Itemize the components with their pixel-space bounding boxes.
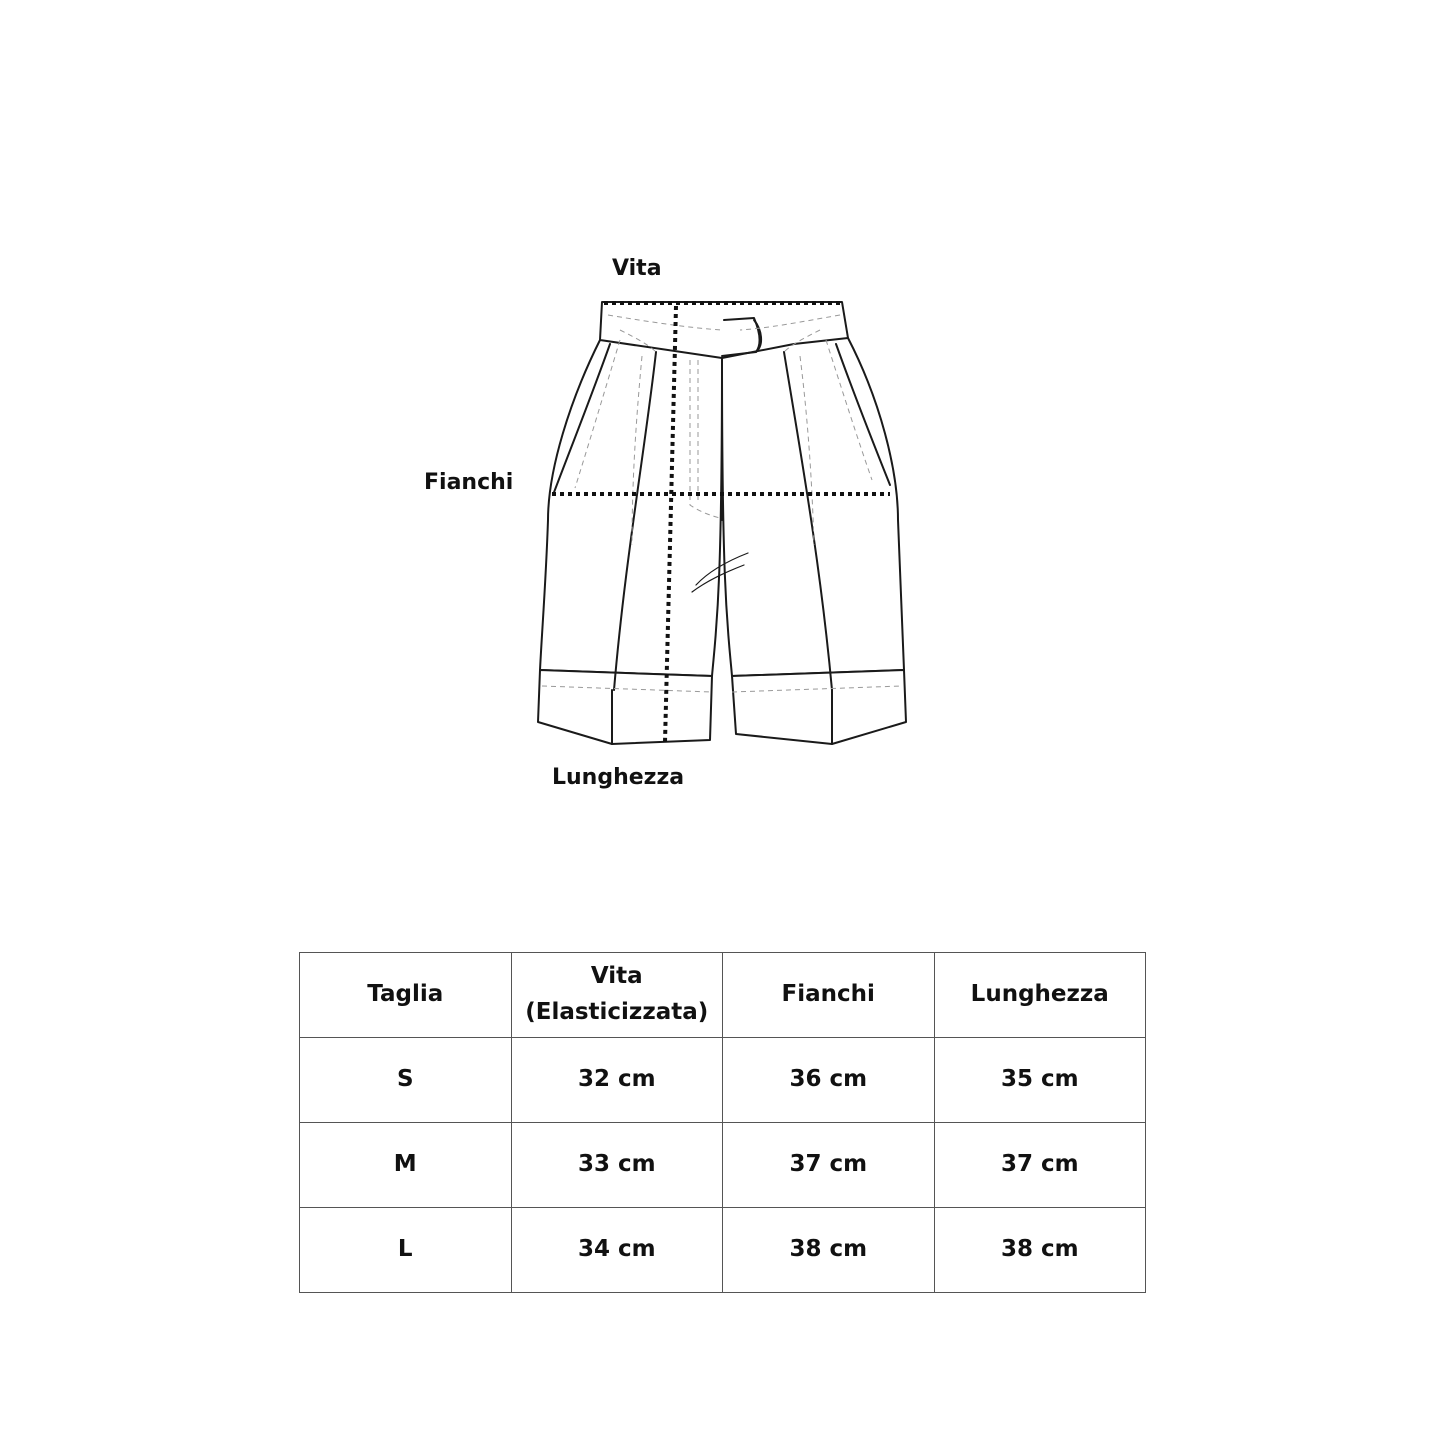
cell-waist: 32 cm — [511, 1038, 723, 1123]
table-row — [300, 1123, 1146, 1208]
cell-length: 37 cm — [934, 1123, 1146, 1208]
cell-hips: 36 cm — [723, 1038, 935, 1123]
hips-label: Fianchi — [424, 470, 514, 495]
header-size: Taglia — [300, 953, 512, 1038]
cell-size: S — [300, 1038, 512, 1123]
header-waist — [511, 953, 723, 1038]
waist-label: Vita — [612, 256, 662, 281]
table-header-row — [300, 953, 1146, 1038]
cell-waist: 33 cm — [511, 1123, 723, 1208]
header-length: Lunghezza — [934, 953, 1146, 1038]
cell-size: M — [300, 1123, 512, 1208]
cell-hips: 37 cm — [723, 1123, 935, 1208]
header-waist-line1: Vita — [590, 963, 643, 990]
cell-size: L — [300, 1208, 512, 1293]
cell-waist: 34 cm — [511, 1208, 723, 1293]
length-label: Lunghezza — [552, 765, 685, 790]
header-waist-line2: (Elasticizzata) — [525, 999, 709, 1025]
size-chart-table — [299, 952, 1146, 1293]
table-row — [300, 1038, 1146, 1123]
header-hips: Fianchi — [723, 953, 935, 1038]
cell-hips: 38 cm — [723, 1208, 935, 1293]
table-row — [300, 1208, 1146, 1293]
cell-length: 38 cm — [934, 1208, 1146, 1293]
cell-length: 35 cm — [934, 1038, 1146, 1123]
